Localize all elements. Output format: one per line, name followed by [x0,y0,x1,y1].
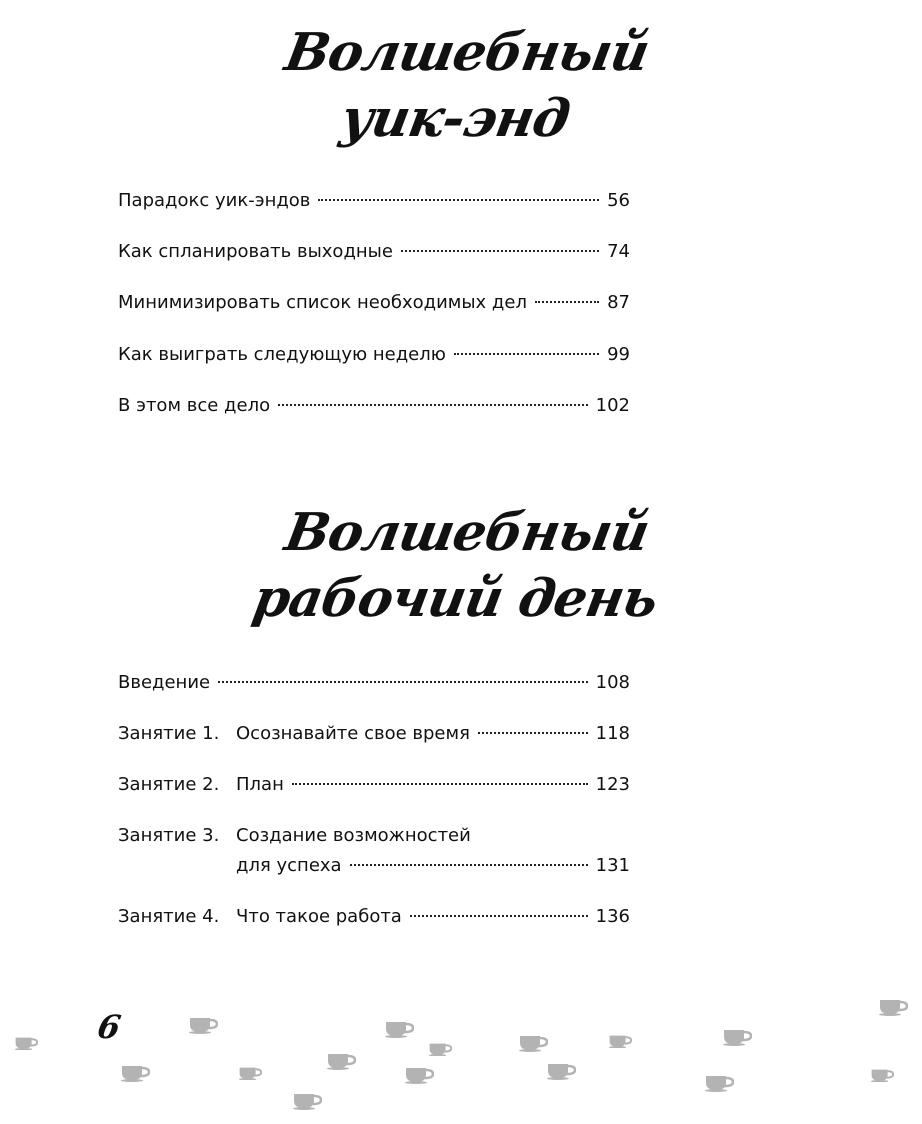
coffee-cup-icon [428,1042,452,1056]
lesson-number: Занятие 1. [118,723,220,744]
coffee-cup-icon [546,1062,576,1080]
title-line: уик-энд [336,88,574,149]
toc-entry-label: Как спланировать выходные [118,241,393,262]
toc-entry-label: Парадокс уик-эндов [118,190,311,211]
leader-dots [478,732,588,734]
toc-entry-page: 108 [595,672,630,693]
coffee-cup-icon [14,1036,38,1050]
leader-dots [318,199,599,201]
toc-entry-page: 99 [607,344,630,365]
lesson-number: Занятие 4. [118,906,220,927]
section-title-magic-weekend [0,20,922,152]
lesson-title: Что такое работа [236,906,402,927]
toc-entry-page: 87 [607,292,630,313]
leader-dots [278,404,588,406]
leader-dots [454,353,599,355]
toc-entry-label: Минимизировать список необходимых дел [118,292,527,313]
coffee-cup-icon [878,998,908,1016]
coffee-cup-icon [238,1066,262,1080]
leader-dots [401,250,599,252]
coffee-cup-icon [608,1034,632,1048]
title-line: Волшебный [280,22,654,83]
toc-lesson-entry[interactable] [118,821,630,881]
toc-entry[interactable] [118,186,630,216]
toc-entry-page: 136 [595,906,630,927]
coffee-cup-icon [722,1028,752,1046]
coffee-cup-icon [326,1052,356,1070]
toc-lesson-entry[interactable] [118,770,630,800]
lesson-title: Осознавайте свое время [236,723,470,744]
toc-entry-page: 56 [607,190,630,211]
lesson-number: Занятие 2. [118,774,220,795]
coffee-cup-icon [870,1068,894,1082]
toc-lesson-entry[interactable] [118,902,630,932]
coffee-cup-icon [704,1074,734,1092]
leader-dots [292,783,588,785]
page-number: 6 [94,1008,124,1046]
coffee-cup-icon [120,1064,150,1082]
coffee-cup-icon [292,1092,322,1110]
leader-dots [410,915,588,917]
toc-entry-page: 74 [607,241,630,262]
toc-entry-label: В этом все дело [118,395,271,416]
coffee-cup-icon [404,1066,434,1084]
toc-lesson-entry[interactable] [118,719,630,749]
title-line: рабочий день [248,568,662,629]
toc-entry[interactable] [118,391,630,421]
toc-entry[interactable] [118,288,630,318]
toc-entry-page: 123 [595,774,630,795]
coffee-cup-icon [384,1020,414,1038]
toc-entry-label: Как выиграть следующую неделю [118,344,446,365]
section-title-magic-workday [0,500,922,632]
coffee-cup-icon [188,1016,218,1034]
toc-entry-intro[interactable] [118,668,630,698]
leader-dots [218,681,588,683]
toc-entry-label: Введение [118,672,211,693]
leader-dots [350,864,588,866]
toc-entry[interactable] [118,237,630,267]
lesson-title-line2: для успеха [236,855,342,876]
leader-dots [535,301,599,303]
toc-entry[interactable] [118,340,630,370]
lesson-title-line1: Создание возможностей [236,825,471,846]
toc-entry-page: 102 [595,395,630,416]
coffee-cup-icon [518,1034,548,1052]
title-line: Волшебный [280,502,654,563]
toc-entry-page: 118 [595,723,630,744]
lesson-number: Занятие 3. [118,825,220,846]
lesson-title: План [236,774,284,795]
toc-entry-page: 131 [595,855,630,876]
